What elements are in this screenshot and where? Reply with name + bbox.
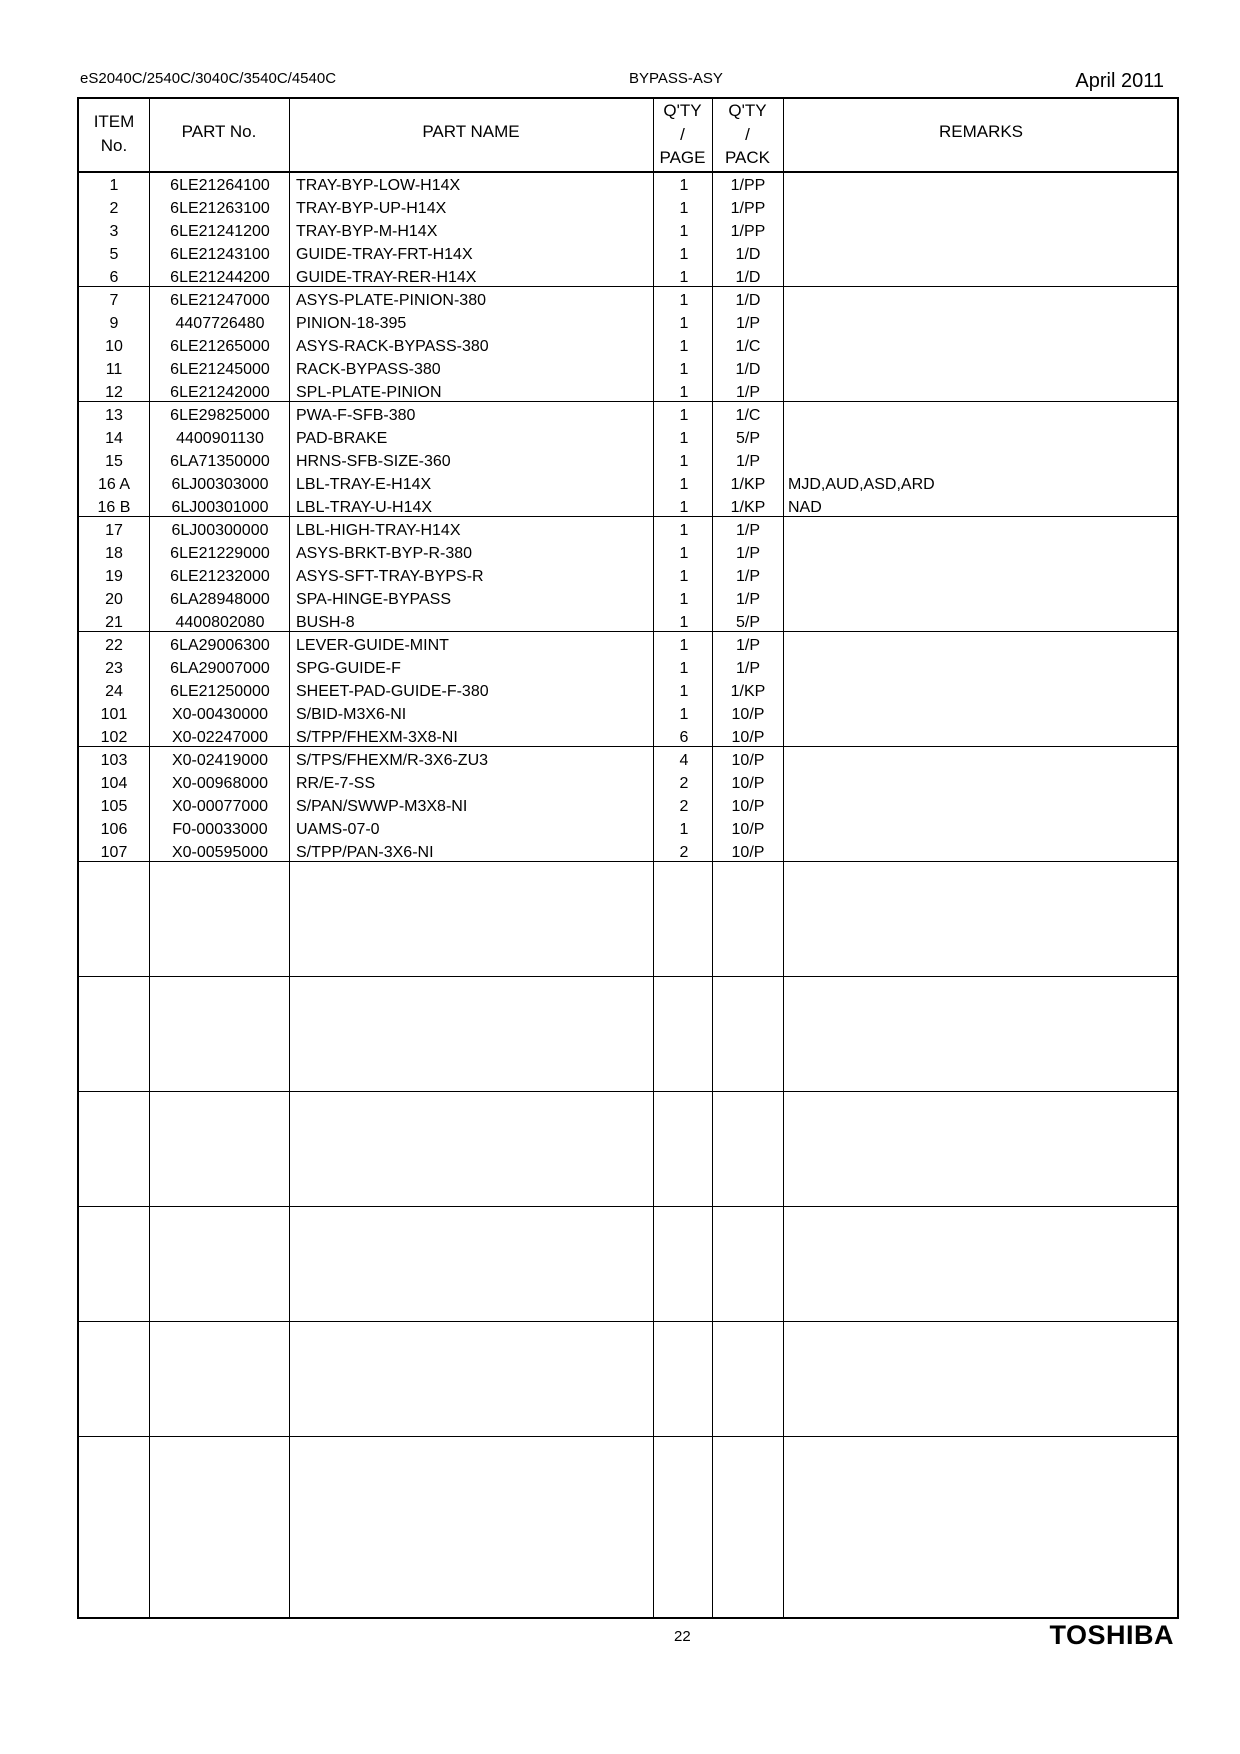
part-name-cell: S/TPP/FHEXM-3X8-NI [296,729,458,746]
qty-pack-cell: 1/D [735,292,761,309]
item-cell: 13 [105,407,123,424]
brand-logo: TOSHIBA [1049,1620,1174,1650]
part-no-cell: 6LA71350000 [170,453,270,470]
table-row [79,312,1179,335]
qty-page-cell: 1 [679,637,689,654]
part-no-cell: X0-00595000 [171,844,269,861]
item-cell: 17 [105,522,123,539]
qty-pack-cell: 10/P [731,798,765,815]
part-no-cell: X0-00968000 [171,775,269,792]
qty-pack-cell: 10/P [731,775,765,792]
row-group-divider [79,976,1177,977]
qty-pack-cell: 1/P [735,522,760,539]
part-name-cell: GUIDE-TRAY-RER-H14X [296,269,477,286]
table-row [79,450,1179,473]
header-qty-pack: Q'TY / PACK [724,101,771,167]
table-row [79,243,1179,266]
item-cell: 107 [100,844,128,861]
qty-pack-cell: 1/D [735,246,761,263]
row-group-divider [79,1321,1177,1322]
item-cell: 102 [100,729,128,746]
qty-pack-cell: 1/KP [730,683,766,700]
part-name-cell: S/BID-M3X6-NI [296,706,407,723]
qty-pack-cell: 1/KP [730,499,766,516]
item-cell: 16 A [97,476,131,493]
item-cell: 23 [105,660,123,677]
row-group-divider [79,1091,1177,1092]
item-cell: 12 [105,384,123,401]
part-name-cell: ASYS-SFT-TRAY-BYPS-R [296,568,484,585]
item-cell: 15 [105,453,123,470]
part-no-cell: 6LJ00301000 [171,499,269,516]
qty-pack-cell: 1/PP [730,223,766,240]
qty-page-cell: 1 [679,821,689,838]
item-cell: 3 [109,223,119,240]
qty-page-cell: 1 [679,430,689,447]
table-row [79,542,1179,565]
table-row [79,818,1179,841]
table-row [79,358,1179,381]
qty-page-cell: 1 [679,660,689,677]
row-group-divider [79,1206,1177,1207]
item-cell: 101 [100,706,128,723]
part-no-cell: 6LE29825000 [170,407,270,424]
qty-pack-cell: 10/P [731,729,765,746]
part-name-cell: TRAY-BYP-UP-H14X [296,200,447,217]
item-cell: 16 B [97,499,131,516]
part-name-cell: ASYS-RACK-BYPASS-380 [296,338,489,355]
qty-page-cell: 2 [679,798,689,815]
row-group-divider [79,1436,1177,1437]
part-name-cell: ASYS-BRKT-BYP-R-380 [296,545,473,562]
header-part-name: PART NAME [422,122,520,141]
header-item: ITEM No. [93,112,135,155]
table-row [79,289,1179,312]
item-cell: 20 [105,591,123,608]
qty-pack-cell: 1/P [735,637,760,654]
model-list: eS2040C/2540C/3040C/3540C/4540C [80,70,337,87]
part-name-cell: S/TPP/PAN-3X6-NI [296,844,434,861]
revision-date: April 2011 [1075,70,1164,92]
qty-pack-cell: 10/P [731,706,765,723]
part-no-cell: 6LE21245000 [170,361,270,378]
item-cell: 14 [105,430,123,447]
table-row [79,680,1179,703]
item-cell: 1 [109,177,119,194]
table-row [79,266,1179,289]
qty-pack-cell: 10/P [731,752,765,769]
qty-pack-cell: 1/D [735,269,761,286]
page-number: 22 [674,1628,691,1645]
part-no-cell: F0-00033000 [172,821,268,838]
header-remarks: REMARKS [938,122,1024,141]
part-no-cell: X0-00430000 [171,706,269,723]
qty-page-cell: 6 [679,729,689,746]
qty-page-cell: 1 [679,292,689,309]
part-name-cell: LEVER-GUIDE-MINT [296,637,449,654]
part-no-cell: 6LE21243100 [170,246,270,263]
part-no-cell: 6LA28948000 [170,591,270,608]
table-row [79,657,1179,680]
item-cell: 104 [100,775,128,792]
item-cell: 2 [109,200,119,217]
part-name-cell: BUSH-8 [296,614,355,631]
qty-page-cell: 1 [679,591,689,608]
qty-page-cell: 1 [679,453,689,470]
qty-pack-cell: 1/C [735,407,761,424]
table-row [79,772,1179,795]
part-no-cell: X0-00077000 [171,798,269,815]
part-name-cell: LBL-HIGH-TRAY-H14X [296,522,461,539]
qty-page-cell: 1 [679,269,689,286]
part-name-cell: RR/E-7-SS [296,775,376,792]
item-cell: 5 [109,246,119,263]
qty-pack-cell: 5/P [735,614,760,631]
part-name-cell: PAD-BRAKE [296,430,388,447]
item-cell: 18 [105,545,123,562]
table-row [79,795,1179,818]
qty-page-cell: 1 [679,200,689,217]
qty-pack-cell: 1/P [735,568,760,585]
qty-page-cell: 1 [679,476,689,493]
qty-page-cell: 2 [679,844,689,861]
item-cell: 10 [105,338,123,355]
qty-pack-cell: 1/PP [730,177,766,194]
qty-pack-cell: 1/P [735,660,760,677]
part-no-cell: 6LE21247000 [170,292,270,309]
remarks-cell: NAD [788,499,822,516]
table-row [79,588,1179,611]
qty-pack-cell: 5/P [735,430,760,447]
qty-page-cell: 1 [679,614,689,631]
part-no-cell: 6LA29007000 [170,660,270,677]
part-no-cell: X0-02419000 [171,752,269,769]
qty-page-cell: 1 [679,407,689,424]
part-name-cell: UAMS-07-0 [296,821,380,838]
qty-pack-cell: 1/P [735,384,760,401]
table-row [79,427,1179,450]
header-divider [79,171,1177,173]
qty-page-cell: 1 [679,223,689,240]
part-name-cell: LBL-TRAY-E-H14X [296,476,432,493]
part-name-cell: TRAY-BYP-LOW-H14X [296,177,461,194]
qty-page-cell: 1 [679,499,689,516]
qty-page-cell: 1 [679,177,689,194]
table-row [79,496,1179,519]
part-no-cell: 6LE21244200 [170,269,270,286]
qty-pack-cell: 1/PP [730,200,766,217]
part-name-cell: RACK-BYPASS-380 [296,361,441,378]
qty-page-cell: 1 [679,683,689,700]
part-name-cell: ASYS-PLATE-PINION-380 [296,292,486,309]
table-row [79,381,1179,404]
table-row [79,703,1179,726]
item-cell: 9 [109,315,119,332]
part-name-cell: PWA-F-SFB-380 [296,407,416,424]
item-cell: 7 [109,292,119,309]
qty-pack-cell: 1/P [735,453,760,470]
part-no-cell: 6LE21264100 [170,177,270,194]
qty-page-cell: 1 [679,315,689,332]
item-cell: 19 [105,568,123,585]
item-cell: 11 [105,361,123,378]
part-name-cell: SPL-PLATE-PINION [296,384,442,401]
part-no-cell: 6LE21232000 [170,568,270,585]
item-cell: 103 [100,752,128,769]
part-name-cell: LBL-TRAY-U-H14X [296,499,433,516]
part-name-cell: S/TPS/FHEXM/R-3X6-ZU3 [296,752,489,769]
table-row [79,335,1179,358]
table-row [79,634,1179,657]
part-no-cell: 4407726480 [175,315,265,332]
qty-page-cell: 2 [679,775,689,792]
part-no-cell: 6LE21229000 [170,545,270,562]
part-name-cell: S/PAN/SWWP-M3X8-NI [296,798,468,815]
part-no-cell: 6LJ00300000 [171,522,269,539]
part-no-cell: 6LJ00303000 [171,476,269,493]
part-name-cell: SHEET-PAD-GUIDE-F-380 [296,683,489,700]
qty-page-cell: 1 [679,246,689,263]
part-no-cell: 4400802080 [175,614,265,631]
table-row [79,749,1179,772]
table-row [79,220,1179,243]
item-cell: 22 [105,637,123,654]
part-name-cell: SPG-GUIDE-F [296,660,401,677]
item-cell: 106 [100,821,128,838]
qty-pack-cell: 1/P [735,545,760,562]
item-cell: 21 [105,614,123,631]
part-name-cell: HRNS-SFB-SIZE-360 [296,453,451,470]
table-row [79,197,1179,220]
table-row [79,611,1179,634]
remarks-cell: MJD,AUD,ASD,ARD [788,476,935,493]
qty-page-cell: 1 [679,706,689,723]
qty-pack-cell: 1/D [735,361,761,378]
section-title: BYPASS-ASY [629,70,723,87]
qty-page-cell: 4 [679,752,689,769]
qty-pack-cell: 1/P [735,591,760,608]
table-row [79,174,1179,197]
parts-table [77,97,1179,1619]
qty-page-cell: 1 [679,545,689,562]
part-name-cell: PINION-18-395 [296,315,407,332]
table-row [79,404,1179,427]
qty-page-cell: 1 [679,384,689,401]
qty-pack-cell: 1/P [735,315,760,332]
table-row [79,726,1179,749]
item-cell: 6 [109,269,119,286]
qty-page-cell: 1 [679,338,689,355]
qty-pack-cell: 10/P [731,844,765,861]
header-part-no: PART No. [181,122,257,141]
table-row [79,565,1179,588]
table-row [79,841,1179,864]
qty-pack-cell: 1/KP [730,476,766,493]
part-name-cell: TRAY-BYP-M-H14X [296,223,438,240]
qty-page-cell: 1 [679,568,689,585]
part-no-cell: 4400901130 [176,430,264,447]
part-name-cell: SPA-HINGE-BYPASS [296,591,451,608]
table-row [79,473,1179,496]
qty-pack-cell: 10/P [731,821,765,838]
part-no-cell: X0-02247000 [171,729,269,746]
table-row [79,519,1179,542]
qty-page-cell: 1 [679,522,689,539]
part-no-cell: 6LE21242000 [170,384,270,401]
part-no-cell: 6LE21263100 [170,200,270,217]
item-cell: 24 [105,683,123,700]
item-cell: 105 [100,798,128,815]
part-no-cell: 6LE21265000 [170,338,270,355]
part-name-cell: GUIDE-TRAY-FRT-H14X [296,246,473,263]
qty-pack-cell: 1/C [735,338,761,355]
qty-page-cell: 1 [679,361,689,378]
header-qty-page: Q'TY / PAGE [659,101,706,167]
part-no-cell: 6LE21250000 [170,683,270,700]
part-no-cell: 6LA29006300 [170,637,270,654]
part-no-cell: 6LE21241200 [170,223,270,240]
